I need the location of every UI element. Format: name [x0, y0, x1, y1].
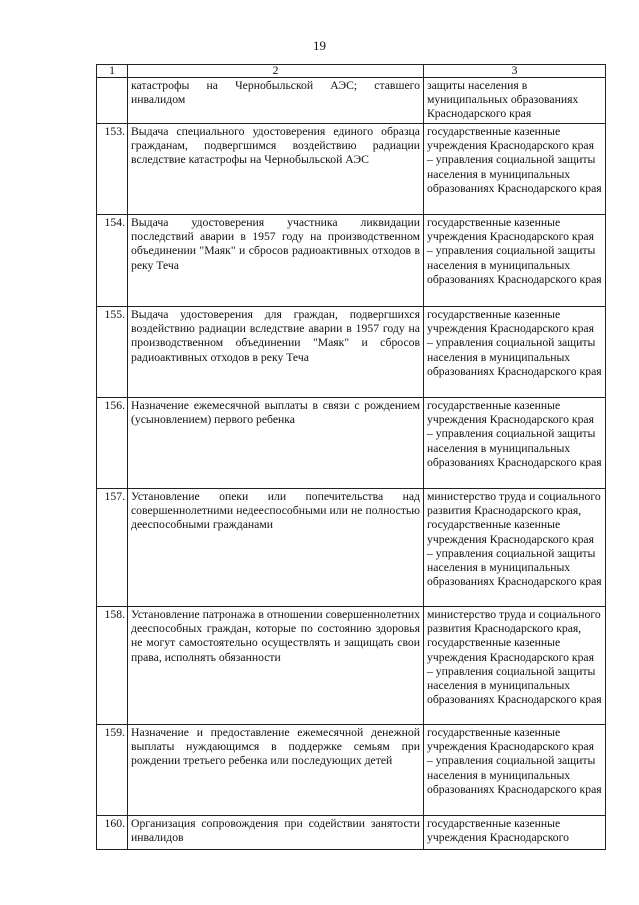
row-number: 155. [97, 307, 128, 398]
service-name: Выдача специального удостоверения единого образца гражданам, подвергшимся воздействию радиации вследствие катастрофы на Чернобыльской АЭС [128, 124, 424, 215]
provider-name: государственные казенные учреждения Краснодарского края – управления социальной защиты населения в муниципальных образованиях Краснодарского края [424, 725, 606, 816]
provider-name: государственные казенные учреждения Краснодарского края – управления социальной защиты населения в муниципальных образованиях Краснодарского края [424, 215, 606, 307]
provider-name: государственные казенные учреждения Краснодарского края – управления социальной защиты населения в муниципальных образованиях Краснодарского края [424, 398, 606, 489]
service-name: Организация сопровождения при содействии занятости инвалидов [128, 816, 424, 850]
row-number: 160. [97, 816, 128, 850]
provider-name: министерство труда и социального развития Краснодарского края, государственные казенные учреждения Краснодарского края – управления социальной защиты населения в муниципальных образованиях Краснодарского края [424, 607, 606, 725]
row-number: 154. [97, 215, 128, 307]
row-number: 159. [97, 725, 128, 816]
row-number: 156. [97, 398, 128, 489]
column-header-provider: 3 [424, 65, 606, 78]
provider-name: государственные казенные учреждения Краснодарского края – управления социальной защиты населения в муниципальных образованиях Краснодарского края [424, 307, 606, 398]
services-table [96, 64, 606, 850]
service-name: Назначение и предоставление ежемесячной денежной выплаты нуждающимся в поддержке семьям при рождении третьего ребенка или последующих детей [128, 725, 424, 816]
table-row [97, 398, 606, 489]
service-name: Установление опеки или попечительства над совершеннолетними недееспособными или не полностью дееспособными гражданами [128, 489, 424, 607]
service-name: Установление патронажа в отношении совершеннолетних дееспособных граждан, которые по состоянию здоровья не могут самостоятельно осуществлять и защищать свои права, исполнять обязанности [128, 607, 424, 725]
table-row [97, 307, 606, 398]
table-row [97, 78, 606, 124]
row-number [97, 78, 128, 124]
column-header-service: 2 [128, 65, 424, 78]
table-row [97, 489, 606, 607]
row-number: 157. [97, 489, 128, 607]
table-header-row [97, 65, 606, 78]
service-name: Выдача удостоверения для граждан, подвергшихся воздействию радиации вследствие аварии в 1957 году на производственном объединении "Маяк" и сбросов радиоактивных отходов в реку Теча [128, 307, 424, 398]
table-row [97, 816, 606, 850]
service-name: Назначение ежемесячной выплаты в связи с рождением (усыновлением) первого ребенка [128, 398, 424, 489]
table-row [97, 124, 606, 215]
table-row [97, 215, 606, 307]
page-number: 19 [313, 38, 326, 53]
table-row [97, 607, 606, 725]
provider-name: защиты населения в муниципальных образованиях Краснодарского края [424, 78, 606, 124]
table-row [97, 725, 606, 816]
provider-name: государственные казенные учреждения Краснодарского [424, 816, 606, 850]
provider-name: государственные казенные учреждения Краснодарского края – управления социальной защиты населения в муниципальных образованиях Краснодарского края [424, 124, 606, 215]
provider-name: министерство труда и социального развития Краснодарского края, государственные казенные учреждения Краснодарского края – управления социальной защиты населения в муниципальных образованиях Краснодарского края [424, 489, 606, 607]
service-name: Выдача удостоверения участника ликвидации последствий аварии в 1957 году на производственном объединении "Маяк" и сбросов радиоактивных отходов в реку Теча [128, 215, 424, 307]
row-number: 158. [97, 607, 128, 725]
row-number: 153. [97, 124, 128, 215]
column-header-number: 1 [97, 65, 128, 78]
services-table-body [97, 65, 606, 850]
service-name: катастрофы на Чернобыльской АЭС; ставшего инвалидом [128, 78, 424, 124]
